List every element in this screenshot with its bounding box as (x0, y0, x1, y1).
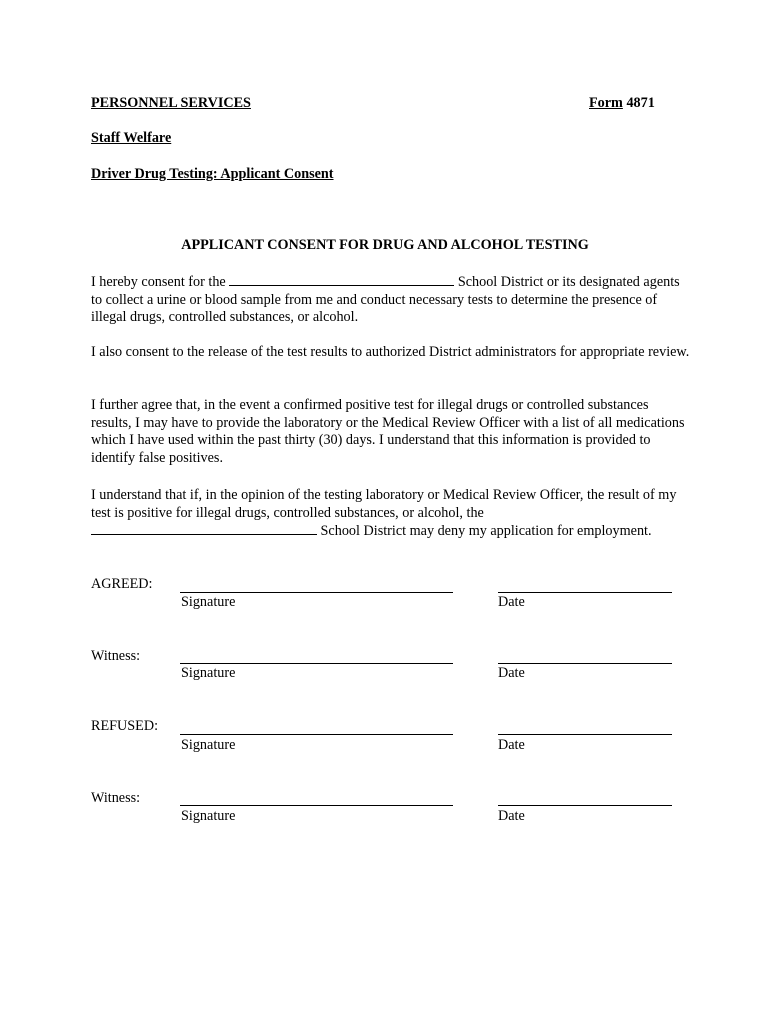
agreed-signature-line[interactable] (180, 592, 453, 593)
signature-caption: Signature (181, 808, 236, 824)
section-heading: PERSONNEL SERVICES (91, 95, 251, 111)
subject-heading: Driver Drug Testing: Applicant Consent (91, 166, 334, 182)
form-number-value: 4871 (626, 95, 655, 111)
signature-caption: Signature (181, 594, 236, 610)
witness-date-line-2[interactable] (498, 805, 672, 806)
agreed-date-line[interactable] (498, 592, 672, 593)
consent-paragraph-1 (91, 273, 691, 327)
date-caption: Date (498, 665, 525, 681)
date-caption: Date (498, 594, 525, 610)
refused-signature-line[interactable] (180, 734, 453, 735)
signature-caption: Signature (181, 665, 236, 681)
p1-lead: I hereby consent for the (91, 274, 226, 290)
witness-label: Witness: (91, 790, 141, 806)
refused-date-line[interactable] (498, 734, 672, 735)
witness-date-line[interactable] (498, 663, 672, 664)
date-caption: Date (498, 808, 525, 824)
document-title: APPLICANT CONSENT FOR DRUG AND ALCOHOL TESTING (181, 237, 589, 253)
witness-label: Witness: (91, 648, 141, 664)
agreed-label: AGREED: (91, 576, 153, 592)
district-name-blank[interactable] (229, 273, 454, 286)
signature-caption: Signature (181, 737, 236, 753)
p4-rest: School District may deny my application for employment. (320, 523, 652, 540)
date-caption: Date (498, 737, 525, 753)
p1-rest: School District or its designated agents to collect a urine or blood sample from me and conduct necessary tests to determine the presence of illegal drugs, controlled substances, or alcohol. (91, 274, 680, 326)
p4-lead: I understand that if, in the opinion of the testing laboratory or Medical Review Officer, the result of my test is positive for illegal drugs, controlled substances, or alcohol, the (91, 487, 677, 521)
consent-paragraph-3: I further agree that, in the event a confirmed positive test for illegal drugs or controlled substances results, I may have to provide the laboratory or the Medical Review Officer with a list of all medications which I have used within the past thirty (30) days. I understand that this information is provided to identify false positives. (91, 397, 685, 467)
witness-signature-line[interactable] (180, 663, 453, 664)
consent-paragraph-2: I also consent to the release of the test results to authorized District administrators for appropriate review. (91, 344, 690, 360)
refused-label: REFUSED: (91, 718, 159, 734)
category-heading: Staff Welfare (91, 130, 172, 146)
form-number (589, 95, 655, 112)
witness-signature-line-2[interactable] (180, 805, 453, 806)
consent-paragraph-4 (91, 487, 691, 541)
form-word: Form (589, 95, 623, 111)
district-name-blank-2[interactable] (91, 522, 317, 535)
